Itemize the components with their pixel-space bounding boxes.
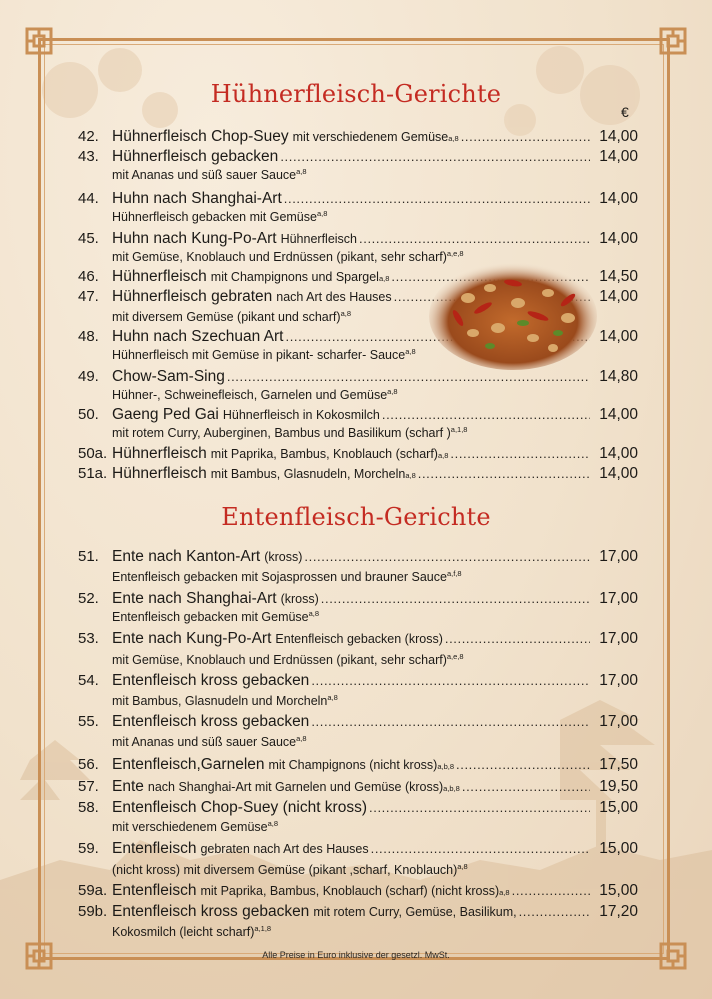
item-number: 50. [78, 406, 99, 423]
dot-leader [227, 369, 590, 384]
menu-item: 59a. Entenfleisch mit Paprika, Bambus, Knoblauch (scharf) (nicht kross) a,8 ..... 15,00 [78, 882, 638, 902]
item-price: 19,50 [599, 778, 638, 795]
item-name: Ente nach Kung-Po-Art [112, 630, 272, 647]
item-name: Hühnerfleisch [112, 268, 207, 285]
item-subdescription [112, 168, 307, 182]
item-price: 17,00 [599, 713, 638, 730]
dot-leader [418, 466, 590, 481]
menu-item: 46. Hühnerfleisch mit Champignons und Spargel a,8 ..... 14,50 [78, 268, 638, 288]
allergen-codes: a,8 [267, 818, 279, 828]
item-name: Entenfleisch Chop-Suey (nicht kross) [112, 799, 368, 816]
dot-leader [371, 841, 590, 856]
item-number: 53. [78, 630, 99, 647]
item-price: 14,00 [599, 328, 638, 345]
item-description: Hühnerfleisch [280, 232, 358, 246]
item-description: gebraten nach Art des Hauses [200, 842, 369, 856]
item-subdescription [112, 310, 351, 324]
item-description: mit Paprika, Bambus, Knoblauch (scharf) [210, 447, 438, 461]
item-description: (kross) [264, 550, 303, 564]
item-number: 59b. [78, 903, 108, 920]
item-price: 15,00 [599, 799, 638, 816]
allergen-codes: a,e,8 [446, 248, 464, 258]
item-number: 54. [78, 672, 99, 689]
item-number: 44. [78, 190, 99, 207]
item-description: Entenfleisch gebacken (kross) [275, 632, 443, 646]
item-name: Ente nach Kanton-Art [112, 548, 261, 565]
item-price: 17,00 [599, 590, 638, 607]
item-number: 57. [78, 778, 99, 795]
item-price: 14,80 [599, 368, 638, 385]
item-name: Hühnerfleisch [112, 445, 207, 462]
subdescription-text: mit rotem Curry, Auberginen, Bambus und Basilikum (scharf ) [112, 426, 451, 440]
item-price: 14,00 [599, 230, 638, 247]
item-number: 47. [78, 288, 99, 305]
item-price: 14,50 [599, 268, 638, 285]
menu-item [78, 368, 638, 388]
subdescription-text: mit Ananas und süß sauer Sauce [112, 735, 297, 749]
item-description: mit Paprika, Bambus, Knoblauch (scharf) (nicht kross) [200, 884, 500, 898]
item-name: Chow-Sam-Sing [112, 368, 225, 385]
menu-item [78, 630, 638, 650]
menu-item [78, 713, 638, 733]
item-description: nach Art des Hauses [276, 290, 392, 304]
item-subdescription [112, 570, 462, 584]
footer-note: Alle Preise in Euro inklusive der gesetzl. MwSt. [262, 950, 450, 960]
item-name: Ente [112, 778, 144, 795]
item-name: Gaeng Ped Gai [112, 406, 219, 423]
allergen-codes: a,8 [457, 861, 468, 871]
subdescription-text: mit Gemüse, Knoblauch und Erdnüssen (pikant, sehr scharf) [112, 250, 447, 264]
subdescription-text: mit Ananas und süß sauer Sauce [112, 168, 297, 182]
subdescription-text: mit verschiedenem Gemüse [112, 820, 268, 834]
item-subdescription [112, 820, 278, 834]
menu-item [78, 148, 638, 168]
subdescription-text: (nicht kross) mit diversem Gemüse (pikant ,scharf, Knoblauch) [112, 863, 458, 877]
subdescription-text: Entenfleisch gebacken mit Sojasprossen und brauner Sauce [112, 570, 447, 584]
item-subdescription [112, 735, 307, 749]
item-price: 14,00 [599, 128, 638, 145]
item-subdescription [112, 250, 464, 264]
dot-leader [369, 800, 590, 815]
subdescription-text: Hühnerfleisch mit Gemüse in pikant- scharfer- Sauce [112, 348, 406, 362]
item-subdescription [112, 210, 327, 224]
menu-item: 57. Ente nach Shanghai-Art mit Garnelen und Gemüse (kross) a,b,8 ..... 19,50 [78, 778, 638, 798]
menu-item [78, 799, 638, 819]
allergen-codes: a,8 [308, 608, 320, 618]
allergen-codes: a,f,8 [446, 568, 462, 578]
item-number: 46. [78, 268, 99, 285]
item-description: mit rotem Curry, Gemüse, Basilikum, [313, 905, 517, 919]
menu-item [78, 672, 638, 692]
item-price: 14,00 [599, 288, 638, 305]
dot-leader [284, 191, 590, 206]
item-number: 48. [78, 328, 99, 345]
menu-item [78, 230, 638, 250]
dot-leader [311, 673, 590, 688]
chinese-knot-corner-icon [658, 26, 688, 56]
dot-leader [304, 549, 590, 564]
item-name: Entenfleisch,Garnelen [112, 756, 265, 773]
dot-leader [512, 883, 590, 898]
allergen-codes: a,8 [340, 308, 351, 318]
allergen-codes: a,1,8 [254, 923, 272, 933]
item-price: 14,00 [599, 406, 638, 423]
item-name: Entenfleisch kross gebacken [112, 672, 310, 689]
item-price: 17,20 [599, 903, 638, 920]
menu-item [78, 190, 638, 210]
item-subdescription [112, 610, 319, 624]
item-description: nach Shanghai-Art mit Garnelen und Gemüse (kross) [147, 780, 444, 794]
item-description: mit Champignons (nicht kross) [268, 758, 438, 772]
subdescription-text: mit Gemüse, Knoblauch und Erdnüssen (pikant, sehr scharf) [112, 653, 447, 667]
dot-leader [321, 591, 590, 606]
allergen-codes: a,8 [405, 346, 416, 356]
item-subdescription [112, 694, 338, 708]
item-description: Hühnerfleisch in Kokosmilch [222, 408, 380, 422]
menu-item: 42. Hühnerfleisch Chop-Suey mit verschiedenem Gemüse a,8 ..... 14,00 [78, 128, 638, 148]
dot-leader [359, 231, 590, 246]
item-number: 59a. [78, 882, 108, 899]
item-subdescription [112, 426, 467, 440]
item-description: (kross) [280, 592, 319, 606]
allergen-codes: a,8 [296, 166, 307, 176]
item-name: Huhn nach Kung-Po-Art [112, 230, 277, 247]
item-number: 42. [78, 128, 99, 145]
item-name: Hühnerfleisch gebacken [112, 148, 279, 165]
item-number: 49. [78, 368, 99, 385]
item-name: Entenfleisch kross gebacken [112, 713, 310, 730]
item-number: 56. [78, 756, 99, 773]
currency-symbol: € [621, 104, 629, 120]
item-price: 17,00 [599, 630, 638, 647]
item-name: Hühnerfleisch [112, 465, 207, 482]
chinese-knot-corner-icon [24, 26, 54, 56]
item-price: 14,00 [599, 465, 638, 482]
subdescription-text: Kokosmilch (leicht scharf) [112, 925, 255, 939]
item-name: Ente nach Shanghai-Art [112, 590, 277, 607]
item-name: Entenfleisch [112, 840, 197, 857]
kung-po-chicken-photo [428, 258, 598, 370]
dot-leader [382, 407, 590, 422]
item-number: 51a. [78, 465, 108, 482]
menu-item [78, 840, 638, 860]
dot-leader [519, 904, 590, 919]
item-name: Hühnerfleisch Chop-Suey [112, 128, 289, 145]
allergen-codes: a,8 [327, 692, 338, 702]
allergen-codes: a,8 [316, 208, 328, 218]
item-name: Hühnerfleisch gebraten [112, 288, 273, 305]
item-subdescription [112, 653, 464, 667]
item-name: Huhn nach Shanghai-Art [112, 190, 282, 207]
menu-item [78, 903, 638, 923]
subdescription-text: Hühnerfleisch gebacken mit Gemüse [112, 210, 317, 224]
subdescription-text: mit diversem Gemüse (pikant und scharf) [112, 310, 341, 324]
item-number: 45. [78, 230, 99, 247]
item-price: 17,00 [599, 548, 638, 565]
section-title-chicken: Hühnerfleisch-Gerichte [210, 80, 502, 108]
item-price: 17,00 [599, 672, 638, 689]
section-title-duck: Entenfleisch-Gerichte [221, 503, 491, 531]
allergen-codes: a,e,8 [446, 651, 464, 661]
item-name: Huhn nach Szechuan Art [112, 328, 284, 345]
item-subdescription [112, 388, 398, 402]
menu-item: 56. Entenfleisch,Garnelen mit Champignons (nicht kross) a,b,8 ..... 17,50 [78, 756, 638, 776]
allergen-codes: a,8 [296, 733, 307, 743]
item-number: 51. [78, 548, 99, 565]
menu-item: 50a. Hühnerfleisch mit Paprika, Bambus, Knoblauch (scharf) a,8 ..... 14,00 [78, 445, 638, 465]
item-price: 15,00 [599, 882, 638, 899]
menu-item [78, 406, 638, 426]
menu-item: 51a. Hühnerfleisch mit Bambus, Glasnudeln, Morcheln a,8 ..... 14,00 [78, 465, 638, 485]
item-description: mit verschiedenem Gemüse [292, 130, 449, 144]
allergen-codes: a,1,8 [450, 424, 468, 434]
item-price: 14,00 [599, 445, 638, 462]
dot-leader [445, 631, 590, 646]
item-price: 15,00 [599, 840, 638, 857]
item-number: 50a. [78, 445, 108, 462]
item-price: 17,50 [599, 756, 638, 773]
item-description: mit Champignons und Spargel [210, 270, 379, 284]
subdescription-text: Hühner-, Schweinefleisch, Garnelen und Gemüse [112, 388, 388, 402]
dot-leader [280, 149, 590, 164]
item-subdescription [112, 348, 416, 362]
dot-leader [456, 757, 590, 772]
item-number: 58. [78, 799, 99, 816]
item-subdescription [112, 925, 271, 939]
item-number: 52. [78, 590, 99, 607]
dot-leader [461, 129, 590, 144]
dot-leader [311, 714, 590, 729]
dot-leader [450, 446, 590, 461]
subdescription-text: Entenfleisch gebacken mit Gemüse [112, 610, 309, 624]
item-description: mit Bambus, Glasnudeln, Morcheln [210, 467, 406, 481]
allergen-codes: a,8 [387, 386, 398, 396]
item-number: 55. [78, 713, 99, 730]
item-name: Entenfleisch kross gebacken [112, 903, 310, 920]
menu-item [78, 548, 638, 568]
item-price: 14,00 [599, 190, 638, 207]
item-number: 59. [78, 840, 99, 857]
item-number: 43. [78, 148, 99, 165]
menu-item [78, 590, 638, 610]
subdescription-text: mit Bambus, Glasnudeln und Morcheln [112, 694, 328, 708]
item-name: Entenfleisch [112, 882, 197, 899]
item-price: 14,00 [599, 148, 638, 165]
item-subdescription [112, 863, 468, 877]
dot-leader [462, 779, 590, 794]
